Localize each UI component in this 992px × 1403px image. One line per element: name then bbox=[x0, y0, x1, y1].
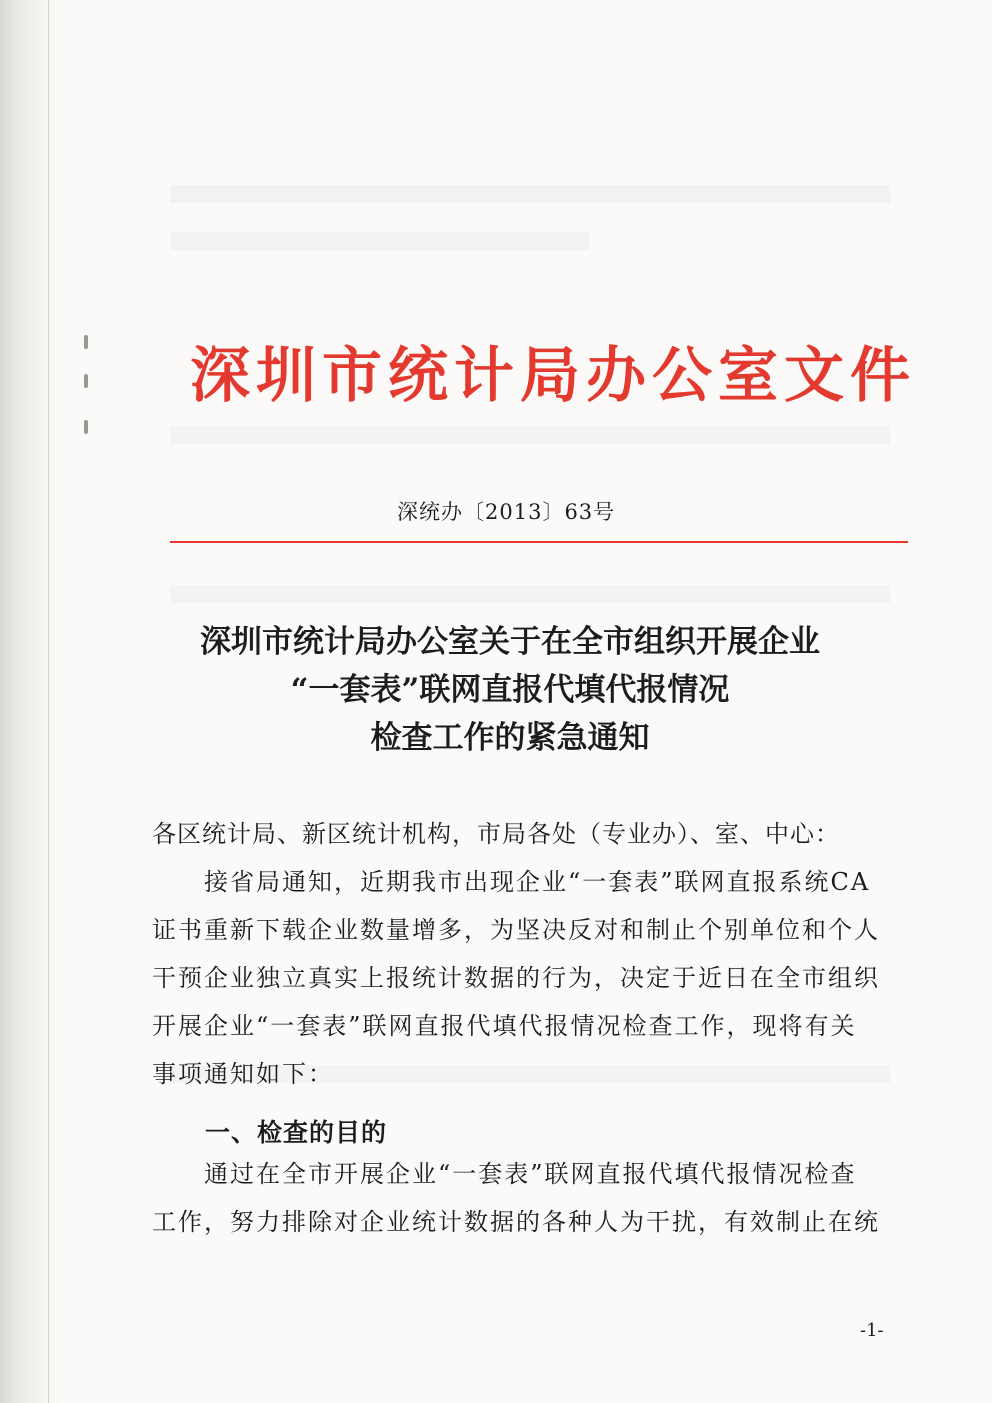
bleed-through-shade bbox=[170, 185, 890, 203]
binding-hole-mark bbox=[84, 374, 88, 388]
bleed-through-shade bbox=[170, 426, 890, 444]
binding-hole-mark bbox=[84, 335, 88, 349]
binding-hole-mark bbox=[84, 420, 88, 434]
addressee-line: 各区统计局、新区统计机构，市局各处（专业办）、室、中心： bbox=[152, 820, 840, 848]
paper-fold-line bbox=[48, 0, 49, 1403]
red-divider bbox=[170, 541, 908, 543]
section-heading: 一、检查的目的 bbox=[205, 1118, 388, 1147]
paragraph-line: 事项通知如下： bbox=[152, 1060, 334, 1088]
notice-title-line-1: 深圳市统计局办公室关于在全市组织开展企业 bbox=[200, 624, 820, 660]
paragraph-line: 证书重新下载企业数量增多，为坚决反对和制止个别单位和个人 bbox=[152, 916, 880, 944]
paragraph-line: 接省局通知，近期我市出现企业“一套表”联网直报系统CA bbox=[204, 868, 871, 896]
paper-shadow-left bbox=[0, 0, 62, 1403]
issuing-org-title: 深圳市统计局办公室文件 bbox=[190, 341, 916, 411]
paragraph-line: 工作，努力排除对企业统计数据的各种人为干扰，有效制止在统 bbox=[152, 1208, 880, 1236]
notice-title-line-2: “一套表”联网直报代填代报情况 bbox=[290, 672, 730, 708]
notice-title-line-3: 检查工作的紧急通知 bbox=[370, 720, 650, 756]
document-number: 深统办〔2013〕63号 bbox=[397, 500, 616, 524]
paragraph-line: 通过在全市开展企业“一套表”联网直报代填代报情况检查 bbox=[204, 1160, 857, 1188]
page-number: -1- bbox=[860, 1320, 884, 1341]
paragraph-line: 干预企业独立真实上报统计数据的行为，决定于近日在全市组织 bbox=[152, 964, 880, 992]
bleed-through-shade bbox=[170, 585, 890, 603]
paragraph-line: 开展企业“一套表”联网直报代填代报情况检查工作，现将有关 bbox=[152, 1012, 857, 1040]
bleed-through-shade bbox=[170, 232, 590, 250]
